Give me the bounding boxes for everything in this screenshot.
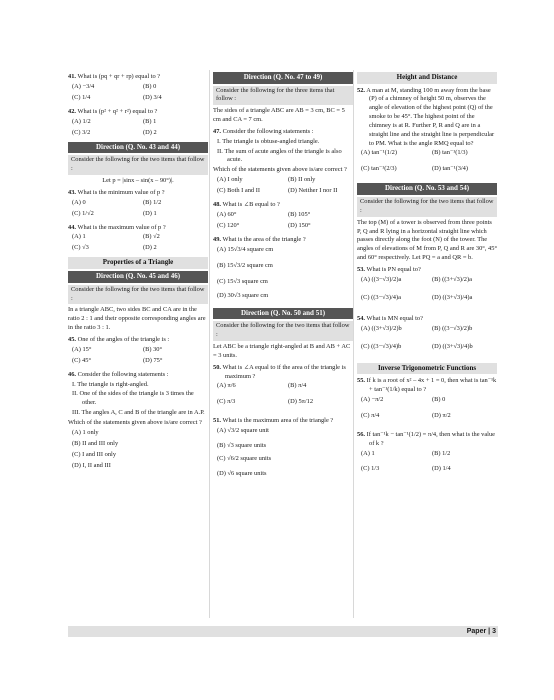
option[interactable]: (A) 60°: [217, 210, 237, 218]
option[interactable]: (B) 0: [143, 82, 157, 90]
section-heading: Height and Distance: [357, 72, 497, 84]
column-3: [357, 70, 497, 480]
option[interactable]: (C) tan⁻¹(2/3): [361, 165, 397, 173]
option[interactable]: (C) ((3−√3)/4)b: [361, 342, 402, 350]
options-49: [213, 246, 353, 306]
statement: I. The triangle is obtuse-angled triangle.: [217, 137, 320, 145]
option[interactable]: (C) 1/3: [361, 464, 380, 472]
option[interactable]: (B) π/4: [288, 382, 307, 390]
given-text: Let p = |sinx – sin(x – 90°)|.: [102, 176, 174, 184]
option[interactable]: (C) π/3: [217, 398, 236, 406]
question-44: 44. What is the maximum value of p ?: [68, 223, 166, 231]
option[interactable]: (D) ((3+√3)/4)a: [432, 293, 473, 301]
option[interactable]: (C) 120°: [217, 221, 240, 229]
option[interactable]: (B) II and III only: [72, 439, 119, 447]
footer-label: Paper: [466, 628, 487, 635]
question-47: 47. Consider the following statements :: [213, 127, 314, 135]
option[interactable]: (D) Neither I nor II: [288, 187, 338, 195]
option[interactable]: (A) √3/2 square unit: [217, 427, 269, 435]
section-heading: Properties of a Triangle: [68, 257, 208, 269]
option[interactable]: (C) ((3−√3)/4)a: [361, 293, 401, 301]
statement: II. The sum of acute angles of the triangle is also acute.: [217, 147, 342, 164]
direction-text: Consider the following for the two items that follow :: [68, 285, 208, 305]
option[interactable]: (A) 1 only: [72, 428, 99, 436]
option[interactable]: (B) 15√3/2 square cm: [217, 261, 273, 269]
option[interactable]: (B) 1/2: [143, 198, 162, 206]
option[interactable]: (B) 30°: [143, 345, 163, 353]
given-text: Let ABC be a triangle right-angled at B and AB + AC = 3 units.: [213, 343, 351, 359]
option[interactable]: (C) Both I and II: [217, 187, 260, 195]
option[interactable]: (D) I, II and III: [72, 461, 111, 469]
options-55: [357, 396, 497, 428]
option[interactable]: (A) −π/2: [361, 395, 384, 403]
option[interactable]: (A) −3/4: [72, 82, 95, 90]
question-ask: Which of the statements given above is/are correct ?: [68, 418, 202, 426]
direction-text: Consider the following for the two items that follow :: [213, 321, 353, 341]
direction-text: Consider the following for the two items that follow :: [357, 197, 497, 217]
footer-bar: [68, 626, 498, 637]
option[interactable]: (A) ((3−√3)/2)a: [361, 275, 402, 283]
option[interactable]: (A) 1: [72, 233, 86, 241]
question-43: 43. What is the minimum value of p ?: [68, 188, 165, 196]
options-44: [68, 233, 208, 255]
options-47: [213, 176, 353, 198]
statement: I. The triangle is right-angled.: [72, 380, 149, 388]
question-45: 45. One of the angles of the triangle is :: [68, 335, 170, 343]
page-footer: [467, 626, 496, 637]
question-53: 53. What is PN equal to?: [357, 265, 421, 273]
options-45: [68, 346, 208, 368]
option[interactable]: (B) tan⁻¹(1/3): [432, 149, 468, 157]
option[interactable]: (C) 3/2: [72, 128, 91, 136]
option[interactable]: (D) 5π/12: [288, 398, 314, 406]
option[interactable]: (D) 75°: [143, 356, 163, 364]
question-ask: Which of the statements given above is/are correct ?: [213, 166, 347, 174]
options-53: [357, 276, 497, 312]
column-1: [68, 70, 208, 473]
direction-text: Consider the following for the three items that follow :: [213, 86, 353, 106]
option[interactable]: (C) 45°: [72, 356, 92, 364]
direction-heading: Direction (Q. No. 47 to 49): [213, 72, 353, 84]
direction-heading: Direction (Q. No. 43 and 44): [68, 142, 208, 154]
option[interactable]: (B) 1: [143, 117, 157, 125]
option[interactable]: (D) ((3+√3)/4)b: [432, 342, 473, 350]
option[interactable]: (A) 15°: [72, 345, 92, 353]
option[interactable]: (C) I and III only: [72, 450, 117, 458]
option[interactable]: (B) √3 square units: [217, 442, 267, 450]
direction-heading: Direction (Q. No. 45 and 46): [68, 271, 208, 283]
section-heading: Inverse Trigonometric Functions: [357, 363, 497, 375]
options-51: [213, 427, 353, 483]
column-2: [213, 70, 353, 483]
options-48: [213, 211, 353, 233]
option[interactable]: (C) √3: [72, 244, 89, 252]
question-41: 41. What is (pq + qr + rp) equal to ?: [68, 73, 161, 80]
option[interactable]: (A) 15√3/4 square cm: [217, 245, 274, 253]
footer-separator: |: [488, 628, 491, 635]
option[interactable]: (A) 0: [72, 198, 86, 206]
option[interactable]: (A) I only: [217, 176, 243, 184]
direction-text: Consider the following for the two items that follow :: [68, 155, 208, 175]
option[interactable]: (B) 105°: [288, 210, 311, 218]
option[interactable]: (D) 150°: [288, 221, 311, 229]
option[interactable]: (D) 30√3 square cm: [217, 291, 269, 299]
option[interactable]: (D) 3/4: [143, 93, 162, 101]
option[interactable]: (B) 1/2: [432, 449, 451, 457]
options-46: [68, 429, 208, 473]
options-42: [68, 118, 208, 140]
option[interactable]: (C) 1/4: [72, 93, 91, 101]
option[interactable]: (B) II only: [288, 176, 316, 184]
options-41: [68, 83, 208, 105]
question-54: 54. What is MN equal to?: [357, 314, 423, 322]
question-56: 56. If tan⁻¹k − tan⁻¹(1/2) = π/4, then what is the value of k ?: [357, 430, 495, 447]
option[interactable]: (A) tan⁻¹(1/2): [361, 149, 397, 157]
option[interactable]: (B) 0: [432, 395, 446, 403]
question-49: 49. What is the area of the triangle ?: [213, 235, 306, 243]
direction-heading: Direction (Q. No. 50 and 51): [213, 308, 353, 320]
given-text: The sides of a triangle ABC are AB = 3 cm, BC = 5 cm and CA = 7 cm.: [213, 107, 345, 124]
direction-heading: Direction (Q. No. 53 and 54): [357, 183, 497, 195]
option[interactable]: (D) 1/4: [432, 464, 451, 472]
question-46: 46. Consider the following statements :: [68, 370, 169, 378]
statement: III. The angles A, C and B of the triangle are in A.P.: [72, 409, 205, 417]
options-54: [357, 325, 497, 361]
option[interactable]: (A) ((3+√3)/2)b: [361, 324, 402, 332]
option[interactable]: (A) 1: [361, 449, 375, 457]
question-50: 50. What is ∠A equal to if the area of the triangle is maximum ?: [213, 363, 346, 380]
given-text: The top (M) of a tower is observed from three points P, Q and R lying in a horizontal straight line which passes directly along the foot (N) of the tower. The angles of elevations of M from P, Q and R are 30°, 45° and 60° respectively. Let PQ = a and QR = b.: [357, 218, 497, 262]
question-42: 42. What is (p² + q² + r²) equal to ?: [68, 107, 158, 115]
option[interactable]: (D) √6 square units: [217, 470, 267, 478]
option[interactable]: (C) 1/√2: [72, 209, 94, 217]
statement: II. One of the sides of the triangle is 3 times the other.: [72, 390, 194, 407]
option[interactable]: (B) √2: [143, 233, 160, 241]
option[interactable]: (A) π/6: [217, 382, 236, 390]
option[interactable]: (D) tan⁻¹(3/4): [432, 165, 468, 173]
option[interactable]: (D) 1: [143, 209, 157, 217]
question-48: 48. What is ∠B equal to ?: [213, 201, 280, 209]
option[interactable]: (B) ((3−√3)/2)b: [432, 324, 473, 332]
question-51: 51. What is the maximum area of the triangle ?: [213, 417, 334, 425]
option[interactable]: (D) 2: [143, 244, 157, 252]
options-56: [357, 450, 497, 480]
options-52: [357, 149, 497, 181]
question-55: 55. If k is a root of x² – 4x + 1 = 0, then what is tan⁻¹k + tan⁻¹(1/k) equal to ?: [357, 377, 497, 394]
options-50: [213, 382, 353, 414]
options-43: [68, 199, 208, 221]
given-text: In a triangle ABC, two sides BC and CA are in the ratio 2 : 1 and their opposite corresponding angles are in the ratio 3 : 1.: [68, 306, 206, 332]
option[interactable]: (C) √6/2 square units: [217, 455, 272, 463]
option[interactable]: (D) π/2: [432, 411, 451, 419]
option[interactable]: (C) π/4: [361, 411, 380, 419]
option[interactable]: (D) 2: [143, 128, 157, 136]
question-52: 52. A man at M, standing 100 m away from the base (P) of a chimney of height 50 m, observes the angle of elevation of the highest point (Q) of the smoke to be 45°. The highest point of the chimney is at R. Further P, R and Q are in a straight line and the straight line is perpendicular to PM. What is the angle RMQ equal to?: [357, 86, 495, 147]
option[interactable]: (C) 15√3 square cm: [217, 277, 268, 285]
option[interactable]: (B) ((3+√3)/2)a: [432, 275, 472, 283]
option[interactable]: (A) 1/2: [72, 117, 91, 125]
page-number: 3: [492, 628, 496, 635]
